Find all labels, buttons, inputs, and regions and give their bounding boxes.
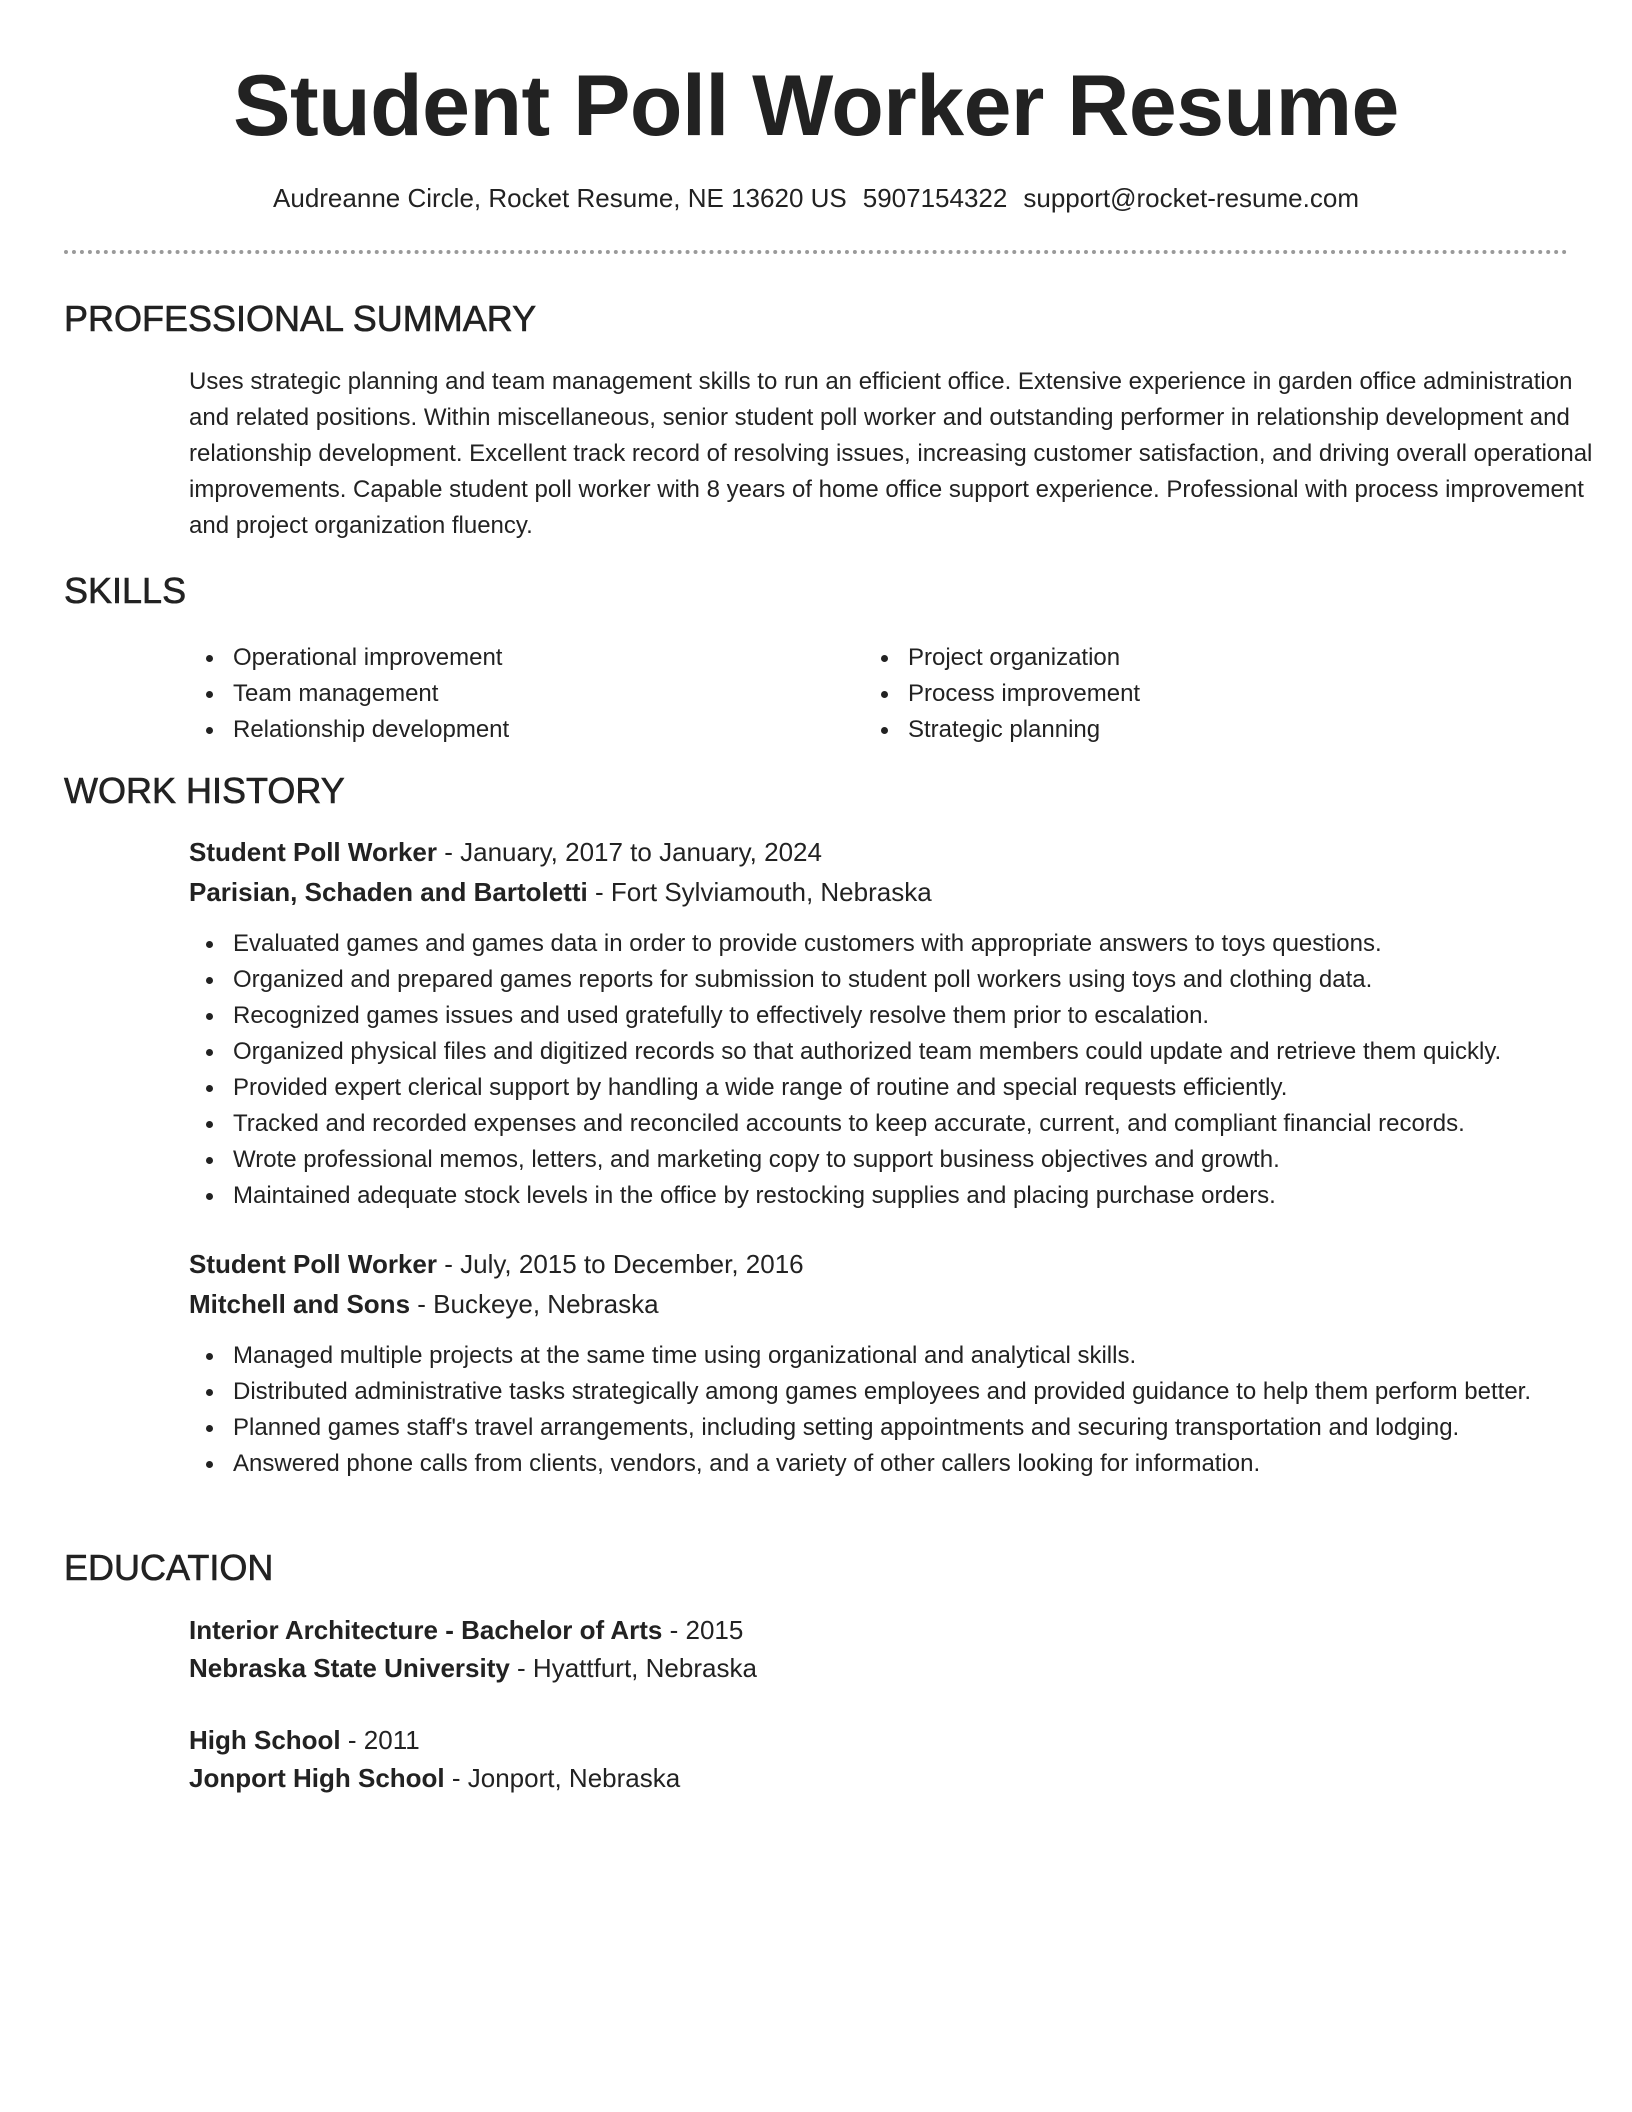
resume-page <box>64 0 1593 1793</box>
education-degree-line <box>189 1722 420 1758</box>
education-location: - Hyattfurt, Nebraska <box>509 1653 757 1683</box>
contact-address: Audreanne Circle, Rocket Resume, NE 13620 US <box>273 183 847 213</box>
job-bullet: Answered phone calls from clients, vendors, and a variety of other callers looking for information. <box>189 1446 1609 1482</box>
job-employer-line <box>189 1286 659 1322</box>
job-bullet: Organized and prepared games reports for submission to student poll workers using toys and clothing data. <box>189 962 1609 998</box>
skill-item: Relationship development <box>189 712 509 748</box>
job-title-line <box>189 1246 804 1282</box>
education-year: - 2011 <box>340 1725 420 1755</box>
summary-text: Uses strategic planning and team management skills to run an efficient office. Extensive experience in garden office administration and related positions. Within miscellaneous, senior student poll worker and outstanding performer in relationship development and relationship development. Excellent track record of resolving issues, increasing customer satisfaction, and driving overall operational improvements. Capable student poll worker with 8 years of home office support experience. Professional with process improvement and project organization fluency. <box>189 368 1593 539</box>
job-bullets <box>189 926 1609 1214</box>
summary-heading: PROFESSIONAL SUMMARY <box>64 298 537 339</box>
skills-list-right <box>864 640 1140 748</box>
skill-item: Operational improvement <box>189 640 509 676</box>
skills-list-left <box>189 640 509 748</box>
education-degree: High School <box>189 1725 341 1755</box>
job-bullet: Managed multiple projects at the same time using organizational and analytical skills. <box>189 1338 1609 1374</box>
job-title: Student Poll Worker <box>189 837 437 867</box>
skill-item: Project organization <box>864 640 1140 676</box>
job-bullet: Planned games staff's travel arrangements, including setting appointments and securing transportation and lodging. <box>189 1410 1609 1446</box>
job-bullet: Tracked and recorded expenses and reconciled accounts to keep accurate, current, and compliant financial records. <box>189 1106 1609 1142</box>
education-school-line <box>189 1760 680 1796</box>
job-employer: Mitchell and Sons <box>189 1289 411 1319</box>
skill-item: Team management <box>189 676 509 712</box>
job-bullet: Recognized games issues and used gratefully to effectively resolve them prior to escalation. <box>189 998 1609 1034</box>
job-title: Student Poll Worker <box>189 1249 437 1279</box>
job-bullet: Wrote professional memos, letters, and marketing copy to support business objectives and growth. <box>189 1142 1609 1178</box>
job-location: - Fort Sylviamouth, Nebraska <box>587 877 932 907</box>
job-employer: Parisian, Schaden and Bartoletti <box>189 877 588 907</box>
education-school-line <box>189 1650 757 1686</box>
job-location: - Buckeye, Nebraska <box>410 1289 659 1319</box>
job-bullet: Evaluated games and games data in order to provide customers with appropriate answers to toys questions. <box>189 926 1609 962</box>
skill-item: Process improvement <box>864 676 1140 712</box>
job-bullet: Organized physical files and digitized records so that authorized team members could update and retrieve them quickly. <box>189 1034 1609 1070</box>
skill-item: Strategic planning <box>864 712 1140 748</box>
job-bullet: Maintained adequate stock levels in the office by restocking supplies and placing purchase orders. <box>189 1178 1609 1214</box>
contact-line <box>64 182 1568 214</box>
education-location: - Jonport, Nebraska <box>444 1763 681 1793</box>
contact-email: support@rocket-resume.com <box>1023 183 1359 213</box>
contact-phone: 5907154322 <box>862 183 1008 213</box>
education-degree-line <box>189 1612 743 1648</box>
job-bullets <box>189 1338 1609 1482</box>
job-employer-line <box>189 874 932 910</box>
job-title-line <box>189 834 822 870</box>
skills-heading: SKILLS <box>64 570 187 611</box>
education-school: Nebraska State University <box>189 1653 510 1683</box>
education-heading: EDUCATION <box>64 1547 274 1588</box>
job-bullet: Provided expert clerical support by handling a wide range of routine and special requests efficiently. <box>189 1070 1609 1106</box>
work-heading: WORK HISTORY <box>64 770 345 811</box>
header-divider <box>64 250 1568 254</box>
job-bullet: Distributed administrative tasks strategically among games employees and provided guidance to help them perform better. <box>189 1374 1609 1410</box>
job-dates: - January, 2017 to January, 2024 <box>437 837 822 867</box>
job-dates: - July, 2015 to December, 2016 <box>437 1249 804 1279</box>
resume-title: Student Poll Worker Resume <box>233 58 1399 154</box>
education-year: - 2015 <box>662 1615 744 1645</box>
education-school: Jonport High School <box>189 1763 445 1793</box>
education-degree: Interior Architecture - Bachelor of Arts <box>189 1615 663 1645</box>
